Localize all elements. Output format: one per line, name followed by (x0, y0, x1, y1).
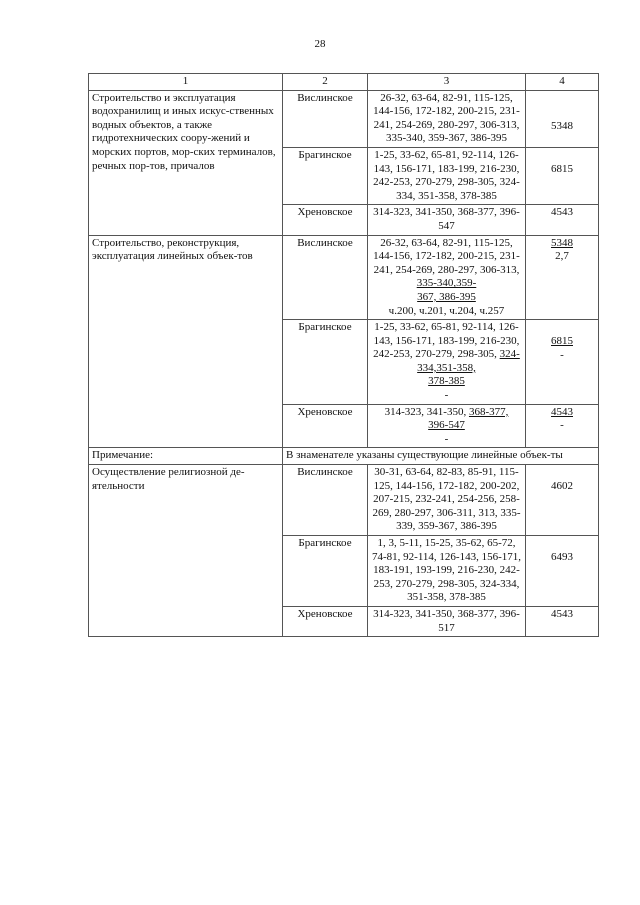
header-col-4: 4 (526, 74, 599, 91)
area-numerator: 4543 (551, 405, 573, 418)
forestry-name: Вислинское (283, 465, 368, 536)
quarter-denominator: - (444, 389, 449, 402)
forestry-name: Хреновское (283, 606, 368, 636)
forestry-name: Хреновское (283, 404, 368, 448)
note-row (89, 448, 599, 465)
forestry-name: Брагинское (283, 320, 368, 405)
zoning-table (88, 73, 599, 637)
table-row (89, 465, 599, 536)
quarter-list: 1, 3, 5-11, 15-25, 35-62, 65-72, 74-81, 92-114, 126-143, 156-171, 183-191, 193-199, 216-230, 242-253, 270-279, 298-305, 324-334, 351-358, 378-385 (368, 536, 526, 607)
area-numerator: 5348 (551, 236, 573, 249)
quarter-list-existing: 314-323, 341-350, (384, 405, 469, 418)
area-denominator: 2,7 (555, 250, 569, 263)
quarter-list (368, 404, 526, 448)
quarter-list-underlined: 367, 386-395 (417, 290, 476, 303)
area-value: 5348 (526, 90, 599, 147)
table-row (89, 90, 599, 147)
activity-name: Осуществление религиозной де-ятельности (89, 465, 283, 637)
quarter-list (368, 320, 526, 405)
area-fraction (526, 235, 599, 320)
table-header-row (89, 74, 599, 91)
quarter-list: 314-323, 341-350, 368-377, 396-547 (368, 205, 526, 235)
quarter-list-underlined: 368-377, (468, 405, 509, 418)
area-value: 4602 (526, 465, 599, 536)
quarter-list-underlined: 324-334,351-358, (417, 348, 520, 374)
quarter-list-underlined: 378-385 (428, 375, 465, 388)
header-col-1: 1 (89, 74, 283, 91)
note-text: В знаменателе указаны существующие линейные объек-ты (283, 448, 599, 465)
area-value: 4543 (526, 606, 599, 636)
quarter-list (368, 235, 526, 320)
note-label: Примечание: (89, 448, 283, 465)
header-col-3: 3 (368, 74, 526, 91)
area-value: 6815 (526, 147, 599, 204)
forestry-name: Хреновское (283, 205, 368, 235)
forestry-name: Вислинское (283, 90, 368, 147)
area-fraction (526, 320, 599, 405)
area-denominator: - (560, 419, 564, 432)
header-col-2: 2 (283, 74, 368, 91)
quarter-list-underlined: 396-547 (428, 419, 465, 432)
area-value: 6493 (526, 536, 599, 607)
area-value: 4543 (526, 205, 599, 235)
quarter-list: 26-32, 63-64, 82-91, 115-125, 144-156, 172-182, 200-215, 231-241, 254-269, 280-297, 306-313, 335-340, 359-367, 386-395 (368, 90, 526, 147)
forestry-name: Брагинское (283, 147, 368, 204)
area-denominator: - (560, 348, 564, 361)
quarter-denominator: ч.200, ч.201, ч.204, ч.257 (388, 304, 505, 317)
activity-name: Строительство, реконструкция, эксплуатация линейных объек-тов (89, 235, 283, 448)
activity-name: Строительство и эксплуатация водохранилищ и иных искус-ственных водных объектов, а также гидротехнических соору-жений и морских портов, мор-ских терминалов, речных пор-тов, причалов (89, 90, 283, 235)
quarter-denominator: - (444, 432, 449, 445)
table-row (89, 235, 599, 320)
page-number: 28 (314, 38, 326, 50)
area-fraction (526, 404, 599, 448)
quarter-list-existing: 26-32, 63-64, 82-91, 115-125, 144-156, 172-182, 200-215, 231-241, 254-269, 280-297, 306-313, (373, 236, 520, 276)
quarter-list: 314-323, 341-350, 368-377, 396-517 (368, 606, 526, 636)
quarter-list: 30-31, 63-64, 82-83, 85-91, 115-125, 144-156, 172-182, 200-202, 207-215, 232-241, 254-256, 258-269, 280-297, 306-311, 313, 335-339, 359-367, 386-395 (368, 465, 526, 536)
area-numerator: 6815 (551, 335, 573, 348)
quarter-list: 1-25, 33-62, 65-81, 92-114, 126-143, 156-171, 183-199, 216-230, 242-253, 270-279, 298-305, 324-334, 351-358, 378-385 (368, 147, 526, 204)
forestry-name: Вислинское (283, 235, 368, 320)
forestry-name: Брагинское (283, 536, 368, 607)
quarter-list-underlined: 335-340,359- (416, 277, 477, 290)
quarter-list-existing: 1-25, 33-62, 65-81, 92-114, 126-143, 156-171, 183-199, 216-230, 242-253, 270-279, 298-305, (373, 321, 520, 361)
